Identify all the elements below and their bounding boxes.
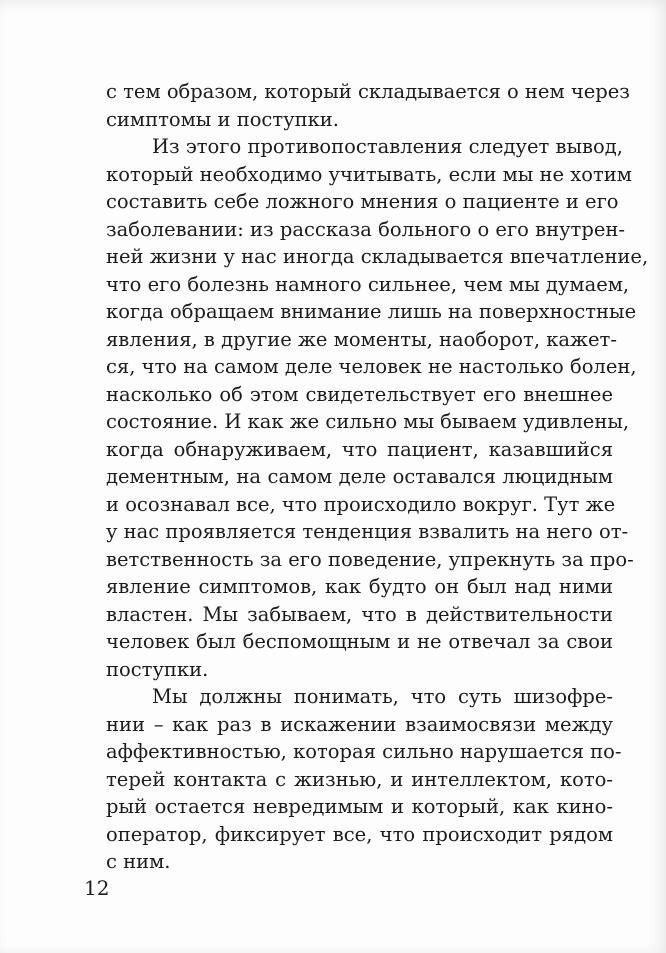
text-line: когда обращаем внимание лишь на поверхностные	[106, 300, 637, 323]
text-line: оператор, фиксирует все, что происходит рядом	[106, 822, 613, 846]
page-number: 12	[84, 876, 110, 900]
text-line: явление симптомов, как будто он был над ними	[106, 575, 613, 598]
text-line: с тем образом, который складывается о нем через	[106, 80, 630, 103]
text-line: симптомы и поступки.	[106, 107, 339, 131]
text-line: властен. Мы забываем, что в действительности	[106, 602, 613, 626]
text-line: ней жизни у нас иногда складывается впечатление,	[106, 245, 649, 268]
text-line: с ним.	[106, 850, 171, 873]
text-line: насколько об этом свидетельствует его внешнее	[106, 382, 613, 406]
text-line: Из этого противопоставления следует вывод,	[152, 135, 623, 158]
text-line: у нас проявляется тенденция взвалить на него от-	[106, 520, 629, 543]
text-line: поступки.	[106, 657, 209, 681]
text-line: Мы должны понимать, что суть шизофре-	[152, 685, 613, 708]
text-line: и осознавал все, что происходило вокруг. Тут же	[106, 492, 616, 516]
text-line: рый остается невредимым и который, как кино-	[106, 795, 613, 818]
body-text	[106, 78, 649, 876]
text-line: состояние. И как же сильно мы бываем удивлены,	[106, 410, 630, 433]
text-line: человек был беспомощным и не отвечал за свои	[106, 630, 613, 653]
text-line: дементным, на самом деле оставался люцидным	[106, 465, 613, 488]
text-line: ветственность за его поведение, упрекнуть за про-	[106, 547, 634, 571]
text-line: нии – как раз в искажении взаимосвязи между	[106, 712, 613, 736]
text-line: заболевании: из рассказа больного о его внутрен-	[106, 217, 625, 241]
text-line: аффективностью, которая сильно нарушается по-	[106, 740, 622, 763]
text-line: который необходимо учитывать, если мы не хотим	[106, 162, 632, 186]
text-line: терей контакта с жизнью, и интеллектом, кото-	[106, 767, 613, 791]
text-line: когда обнаруживаем, что пациент, казавшийся	[106, 437, 613, 461]
text-line: что его болезнь намного сильнее, чем мы думаем,	[106, 272, 630, 296]
text-line: явления, в другие же моменты, наоборот, кажет-	[106, 327, 617, 351]
text-line: составить себе ложного мнения о пациенте и его	[106, 190, 619, 213]
text-line: ся, что на самом деле человек не настолько болен,	[106, 355, 637, 378]
